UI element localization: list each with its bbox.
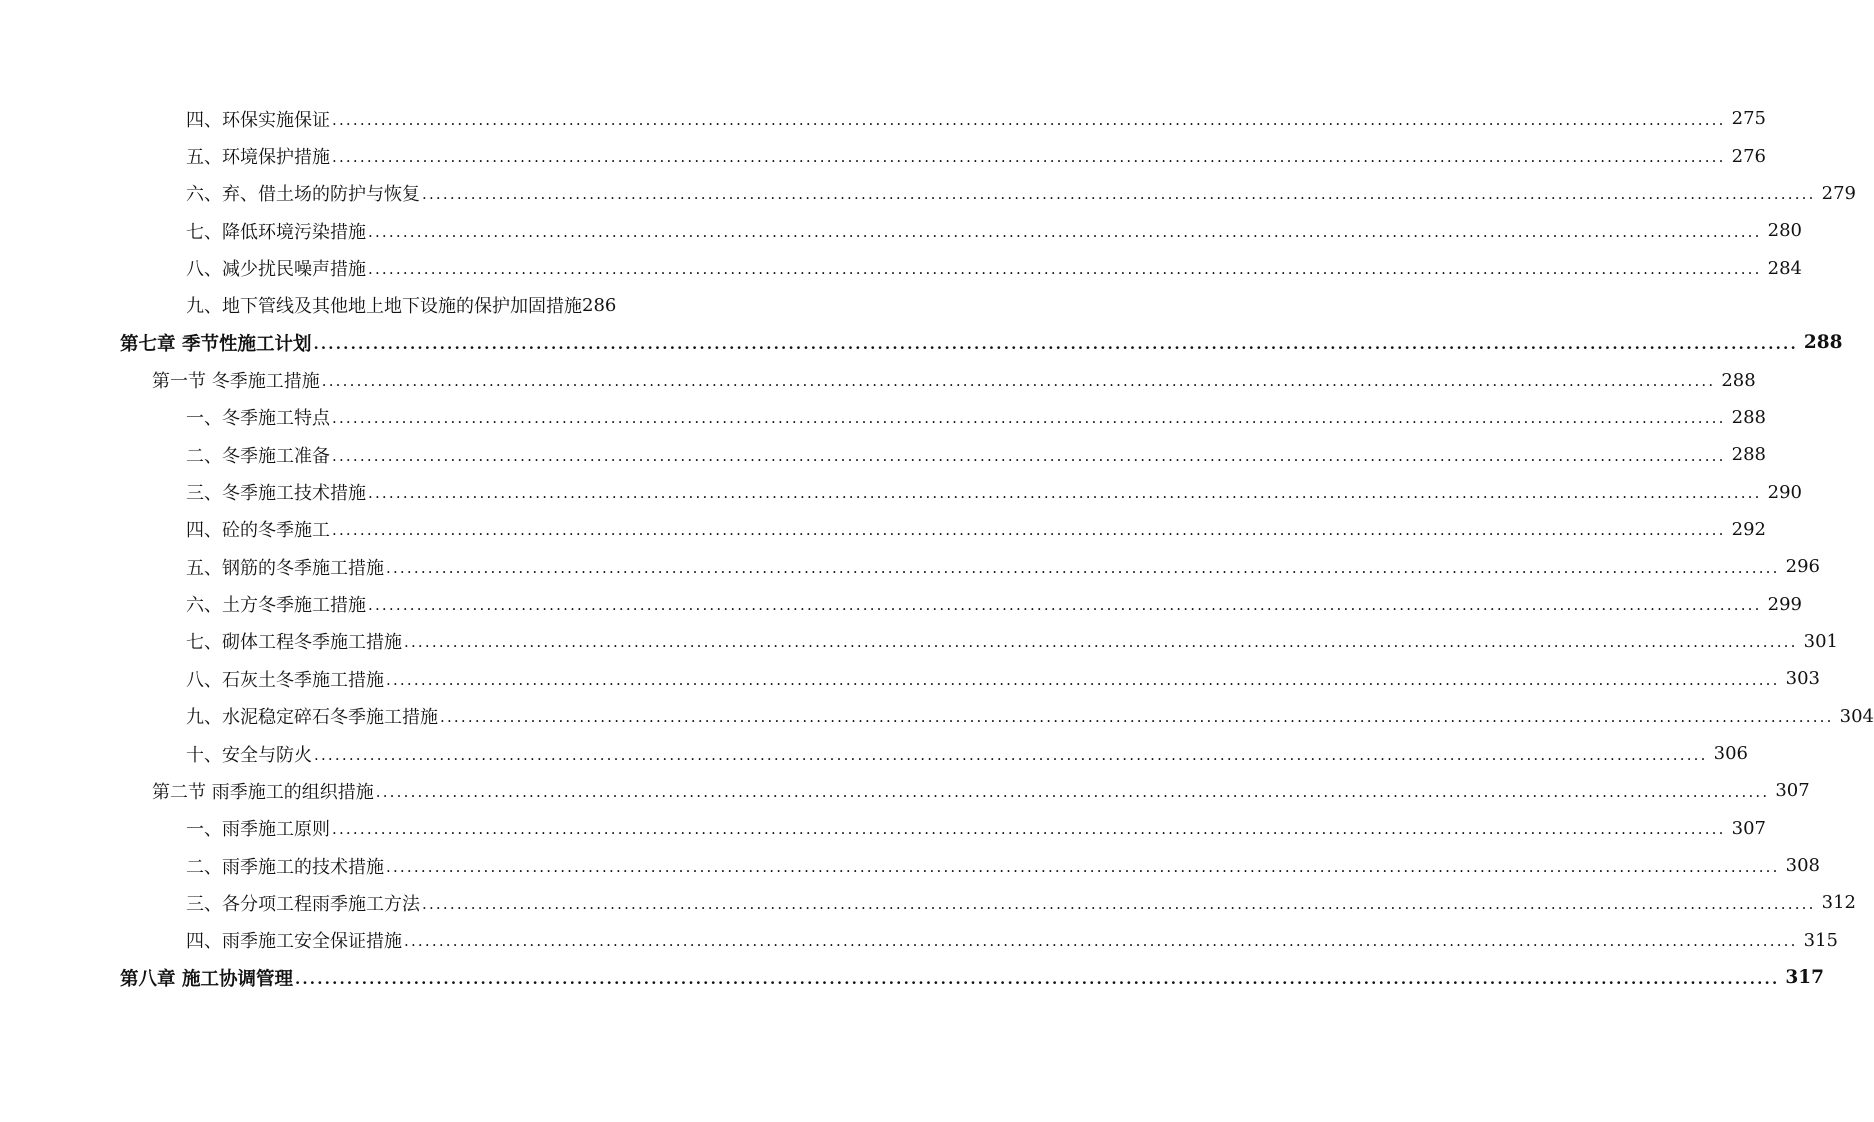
toc-leader-dots: ........................................................................................................................................................................................................ xyxy=(386,558,1780,577)
toc-leader-dots: ........................................................................................................................................................................................................ xyxy=(368,260,1762,279)
toc-entry-title: 二、雨季施工的技术措施 xyxy=(186,856,384,878)
toc-entry[interactable] xyxy=(0,735,1748,772)
toc-entry[interactable] xyxy=(0,698,1874,735)
toc-entry-page: 292 xyxy=(1731,518,1766,540)
toc-leader-dots: ........................................................................................................................................................................................................ xyxy=(313,334,1798,353)
toc-entry-page: 290 xyxy=(1767,481,1802,503)
toc-leader-dots: ........................................................................................................................................................................................................ xyxy=(386,670,1780,689)
toc-leader-dots: ........................................................................................................................................................................................................ xyxy=(332,521,1726,540)
toc-leader-dots: ........................................................................................................................................................................................................ xyxy=(332,409,1726,428)
toc-entry-title: 七、降低环境污染措施 xyxy=(186,221,366,243)
toc-leader-dots: ........................................................................................................................................................................................................ xyxy=(368,596,1762,615)
toc-entry-title: 八、石灰土冬季施工措施 xyxy=(186,669,384,691)
toc-entry[interactable] xyxy=(0,287,793,324)
toc-leader-dots: ........................................................................................................................................................................................................ xyxy=(440,708,1834,727)
toc-leader-dots: ........................................................................................................................................................................................................ xyxy=(368,484,1762,503)
toc-entry-title: 第八章 施工协调管理 xyxy=(120,968,293,990)
toc-entry[interactable] xyxy=(0,212,1802,249)
toc-entry-title: 十、安全与防火 xyxy=(186,744,312,766)
toc-entry[interactable] xyxy=(0,884,1856,921)
toc-entry[interactable] xyxy=(0,511,1766,548)
toc-entry[interactable] xyxy=(0,249,1802,286)
toc-entry-title: 第一节 冬季施工措施 xyxy=(152,371,320,393)
toc-entry-page: 288 xyxy=(1731,444,1766,466)
toc-entry-title: 八、减少扰民噪声措施 xyxy=(186,259,366,281)
toc-entry[interactable] xyxy=(0,660,1820,697)
toc-leader-dots: ........................................................................................................................................................................................................ xyxy=(321,372,1716,391)
toc-entry-page: 288 xyxy=(1721,369,1756,391)
toc-leader-dots: ........................................................................................................................................................................................................ xyxy=(375,782,1770,801)
table-of-contents xyxy=(0,100,1874,996)
toc-leader-dots: ........................................................................................................................................................................................................ xyxy=(314,745,1708,764)
toc-entry-title: 九、地下管线及其他地上地下设施的保护加固措施 xyxy=(186,296,582,318)
toc-leader-dots: ........................................................................................................................................................................................................ xyxy=(332,820,1726,839)
toc-entry-title: 五、钢筋的冬季施工措施 xyxy=(186,557,384,579)
toc-leader-dots: ........................................................................................................................................................................................................ xyxy=(332,446,1726,465)
toc-entry[interactable] xyxy=(0,100,1766,137)
toc-leader-dots: ........................................................................................................................................................................................................ xyxy=(294,969,1780,988)
toc-leader-dots: ........................................................................................................................................................................................................ xyxy=(422,894,1816,913)
toc-entry-page: 288 xyxy=(1731,406,1766,428)
toc-entry-page: 296 xyxy=(1785,556,1820,578)
toc-entry[interactable] xyxy=(0,922,1838,959)
toc-entry[interactable] xyxy=(0,810,1766,847)
toc-entry-title: 四、雨季施工安全保证措施 xyxy=(186,931,402,953)
toc-entry-title: 第二节 雨季施工的组织措施 xyxy=(152,781,374,803)
toc-entry-page: 306 xyxy=(1713,743,1748,765)
toc-entry-title: 三、各分项工程雨季施工方法 xyxy=(186,893,420,915)
toc-entry[interactable] xyxy=(0,473,1802,510)
toc-entry-title: 七、砌体工程冬季施工措施 xyxy=(186,632,402,654)
toc-entry-title: 六、弃、借土场的防护与恢复 xyxy=(186,184,420,206)
toc-entry-title: 九、水泥稳定碎石冬季施工措施 xyxy=(186,707,438,729)
toc-entry-page: 307 xyxy=(1731,817,1766,839)
toc-entry-title: 四、砼的冬季施工 xyxy=(186,520,330,542)
toc-entry-page: 279 xyxy=(1821,182,1856,204)
toc-entry-page: 304 xyxy=(1839,705,1874,727)
toc-entry[interactable] xyxy=(0,399,1766,436)
toc-leader-dots: ........................................................................................................................................................................................................ xyxy=(386,857,1780,876)
toc-entry-title: 三、冬季施工技术措施 xyxy=(186,483,366,505)
toc-entry[interactable] xyxy=(0,175,1856,212)
toc-entry-page: 299 xyxy=(1767,593,1802,615)
toc-leader-dots: ........................................................................................................................................................................................................ xyxy=(422,185,1816,204)
toc-entry-page: 303 xyxy=(1785,668,1820,690)
toc-entry[interactable] xyxy=(0,361,1756,398)
toc-entry-page: 317 xyxy=(1785,967,1825,989)
toc-entry-title: 四、环保实施保证 xyxy=(186,109,330,131)
toc-entry-page: 315 xyxy=(1803,929,1838,951)
toc-entry-page: 286 xyxy=(582,294,617,316)
toc-entry-page: 307 xyxy=(1775,780,1810,802)
toc-leader-dots: ........................................................................................................................................................................................................ xyxy=(368,222,1762,241)
toc-entry[interactable] xyxy=(0,959,1825,996)
toc-entry[interactable] xyxy=(0,847,1820,884)
toc-entry-title: 一、雨季施工原则 xyxy=(186,819,330,841)
toc-entry-title: 六、土方冬季施工措施 xyxy=(186,595,366,617)
toc-entry-page: 275 xyxy=(1731,108,1766,130)
toc-entry[interactable] xyxy=(0,324,1843,361)
toc-entry-page: 308 xyxy=(1785,855,1820,877)
toc-entry[interactable] xyxy=(0,772,1810,809)
toc-leader-dots: ........................................................................................................................................................................................................ xyxy=(404,932,1798,951)
toc-entry-page: 301 xyxy=(1803,630,1838,652)
toc-entry[interactable] xyxy=(0,585,1802,622)
toc-leader-dots: ........................................................................................................................................................................................................ xyxy=(404,633,1798,652)
toc-entry[interactable] xyxy=(0,623,1838,660)
toc-entry[interactable] xyxy=(0,548,1820,585)
toc-leader-dots: ........................................................................................................................................................................................................ xyxy=(332,110,1726,129)
toc-entry-title: 五、环境保护措施 xyxy=(186,147,330,169)
toc-entry-page: 276 xyxy=(1731,145,1766,167)
toc-entry-title: 二、冬季施工准备 xyxy=(186,445,330,467)
toc-entry-title: 第七章 季节性施工计划 xyxy=(120,333,312,355)
toc-entry-title: 一、冬季施工特点 xyxy=(186,408,330,430)
toc-leader-dots: ........................................................................................................................................................................................................ xyxy=(332,148,1726,167)
toc-entry[interactable] xyxy=(0,137,1766,174)
toc-entry[interactable] xyxy=(0,436,1766,473)
toc-entry-page: 284 xyxy=(1767,257,1802,279)
toc-entry-page: 312 xyxy=(1821,892,1856,914)
toc-entry-page: 280 xyxy=(1767,220,1802,242)
toc-entry-page: 288 xyxy=(1803,332,1843,354)
